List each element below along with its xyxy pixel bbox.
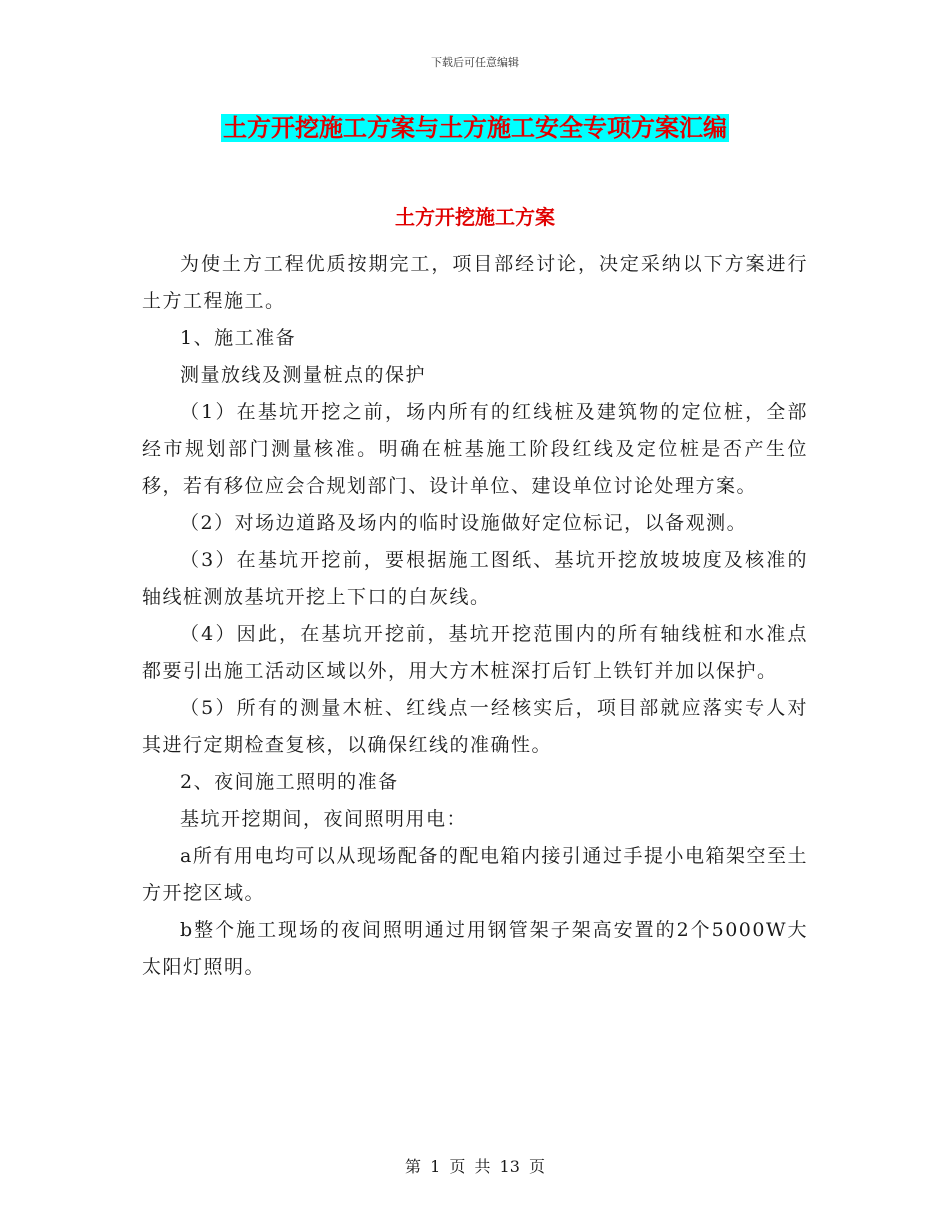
header-note: 下载后可任意编辑 [431,56,519,69]
document-body [142,246,808,986]
heading-night-lighting: 2、夜间施工照明的准备 [180,771,399,793]
paragraph-item-5: （5）所有的测量木桩、红线点一经核实后，项目部就应落实专人对其进行定期检查复核，以确保红线的准确性。 [142,697,808,756]
section-title: 土方开挖施工方案 [395,205,555,229]
paragraph-item-2: （2）对场边道路及场内的临时设施做好定位标记，以备观测。 [180,512,748,534]
heading-preparation: 1、施工准备 [180,327,297,349]
paragraph-item-4: （4）因此，在基坑开挖前，基坑开挖范围内的所有轴线桩和水准点都要引出施工活动区域以外，用大方木桩深打后钉上铁钉并加以保护。 [142,623,808,682]
paragraph-lighting-b: b整个施工现场的夜间照明通过用钢管架子架高安置的2个5000W大太阳灯照明。 [142,919,808,978]
paragraph-lighting-intro: 基坑开挖期间，夜间照明用电： [180,808,468,830]
paragraph-intro: 为使土方工程优质按期完工，项目部经讨论，决定采纳以下方案进行土方工程施工。 [142,253,808,312]
document-title [0,110,950,146]
subheading-survey: 测量放线及测量桩点的保护 [180,364,427,386]
paragraph-item-3: （3）在基坑开挖前，要根据施工图纸、基坑开挖放坡坡度及核准的轴线桩测放基坑开挖上下口的白灰线。 [142,549,808,608]
paragraph-item-1: （1）在基坑开挖之前，场内所有的红线桩及建筑物的定位桩，全部经市规划部门测量核准。明确在桩基施工阶段红线及定位桩是否产生位移，若有移位应会合规划部门、设计单位、建设单位讨论处理方案。 [142,401,808,497]
document-title-text: 土方开挖施工方案与土方施工安全专项方案汇编 [223,114,727,142]
paragraph-lighting-a: a所有用电均可以从现场配备的配电箱内接引通过手提小电箱架空至土方开挖区域。 [142,845,808,904]
page-footer: 第 1 页 共 13 页 [405,1157,545,1176]
